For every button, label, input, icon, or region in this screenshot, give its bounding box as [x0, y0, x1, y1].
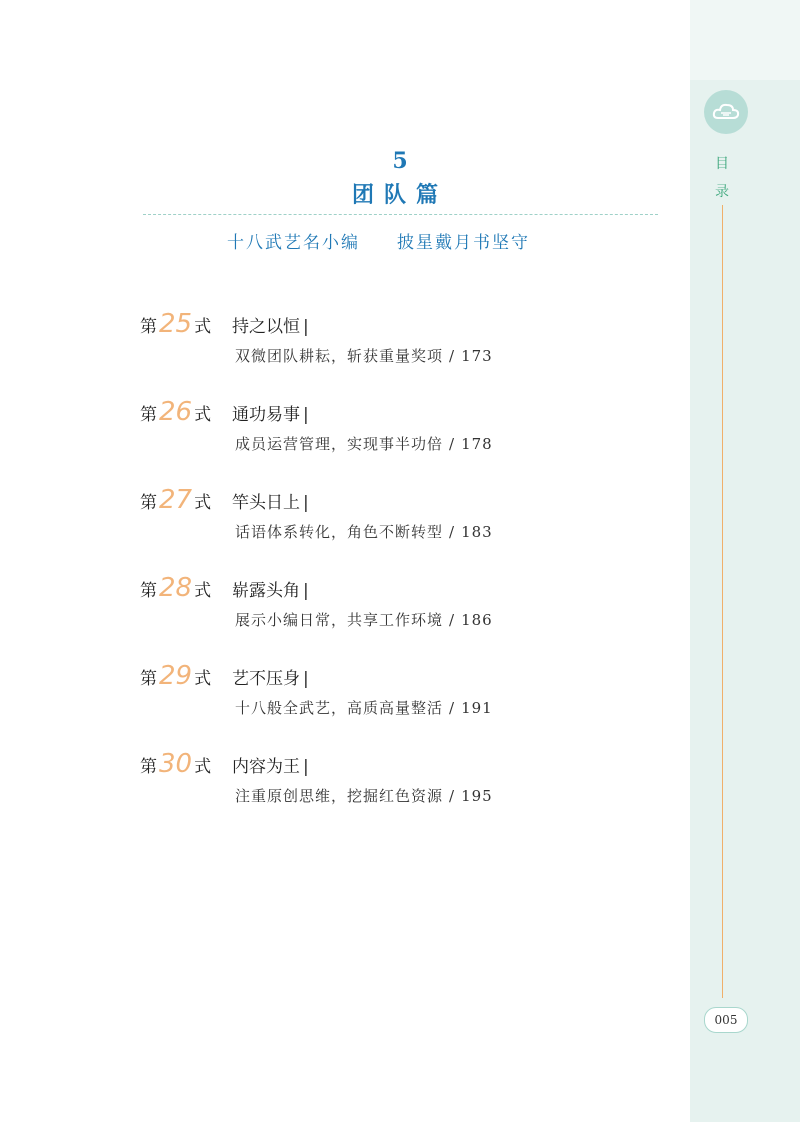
entry-heading	[140, 749, 211, 779]
entry-prefix: 第	[140, 316, 157, 337]
entry-page: 186	[461, 611, 493, 629]
entry-title: 竿头日上 |	[232, 488, 309, 513]
entry-heading	[140, 397, 211, 427]
entry-title: 艺不压身 |	[232, 664, 309, 689]
entry-page: 178	[461, 435, 493, 453]
entry-heading	[140, 573, 211, 603]
entry-page: 191	[461, 699, 493, 717]
side-label-char-1: 目	[715, 156, 729, 172]
chapter-number: 5	[392, 148, 408, 174]
entry-heading	[140, 485, 211, 515]
section-divider	[143, 214, 658, 215]
entry-heading	[140, 661, 211, 691]
entry-heading	[140, 309, 211, 339]
entry-title: 通功易事 |	[232, 400, 309, 425]
entry-description: 成员运营管理，实现事半功倍 / 178	[235, 435, 493, 453]
side-label	[712, 150, 732, 206]
entry-prefix: 第	[140, 404, 157, 425]
side-divider-line	[722, 205, 723, 998]
side-band-top	[690, 0, 800, 80]
entry-suffix: 式	[194, 756, 212, 777]
entry-page: 183	[461, 523, 493, 541]
entry-description: 注重原创思维，挖掘红色资源 / 195	[235, 787, 493, 805]
toc-entry-29[interactable]	[140, 661, 660, 731]
entry-description: 双微团队耕耘，斩获重量奖项 / 173	[235, 347, 493, 365]
entry-number: 27	[159, 485, 193, 515]
entry-desc-text: 展示小编日常，共享工作环境	[235, 611, 444, 629]
entry-title: 崭露头角 |	[232, 576, 309, 601]
entry-description: 话语体系转化，角色不断转型 / 183	[235, 523, 493, 541]
cloud-emblem-icon	[704, 90, 748, 134]
entry-title: 持之以恒 |	[232, 312, 309, 337]
entry-desc-text: 话语体系转化，角色不断转型	[235, 523, 444, 541]
entry-suffix: 式	[194, 668, 212, 689]
toc-entry-27[interactable]	[140, 485, 660, 555]
entry-prefix: 第	[140, 668, 157, 689]
toc-entry-26[interactable]	[140, 397, 660, 467]
entry-suffix: 式	[194, 492, 212, 513]
entry-description: 展示小编日常，共享工作环境 / 186	[235, 611, 493, 629]
toc-entry-28[interactable]	[140, 573, 660, 643]
toc-entry-25[interactable]	[140, 309, 660, 379]
entry-number: 28	[159, 573, 193, 603]
entry-prefix: 第	[140, 580, 157, 601]
entry-prefix: 第	[140, 492, 157, 513]
entry-number: 25	[159, 309, 193, 339]
chapter-title: 团队篇	[351, 183, 448, 208]
side-band	[690, 0, 800, 1122]
entry-description: 十八般全武艺，高质高量整活 / 191	[235, 699, 493, 717]
entry-desc-text: 成员运营管理，实现事半功倍	[235, 435, 444, 453]
entry-desc-text: 双微团队耕耘，斩获重量奖项	[235, 347, 444, 365]
toc-entry-30[interactable]	[140, 749, 660, 819]
entry-desc-text: 十八般全武艺，高质高量整活	[235, 699, 444, 717]
entry-number: 29	[159, 661, 193, 691]
entry-desc-text: 注重原创思维，挖掘红色资源	[235, 787, 444, 805]
entry-page: 195	[461, 787, 493, 805]
side-label-char-2: 录	[715, 184, 729, 200]
entry-page: 173	[461, 347, 493, 365]
entry-prefix: 第	[140, 756, 157, 777]
entry-title: 内容为王 |	[232, 752, 309, 777]
chapter-subtitle: 十八武艺名小编 披星戴月书坚守	[227, 233, 531, 253]
entry-number: 26	[159, 397, 193, 427]
entry-number: 30	[159, 749, 193, 779]
entry-suffix: 式	[194, 404, 212, 425]
entry-suffix: 式	[194, 580, 212, 601]
page-number: 005	[704, 1007, 748, 1033]
entry-suffix: 式	[194, 316, 212, 337]
